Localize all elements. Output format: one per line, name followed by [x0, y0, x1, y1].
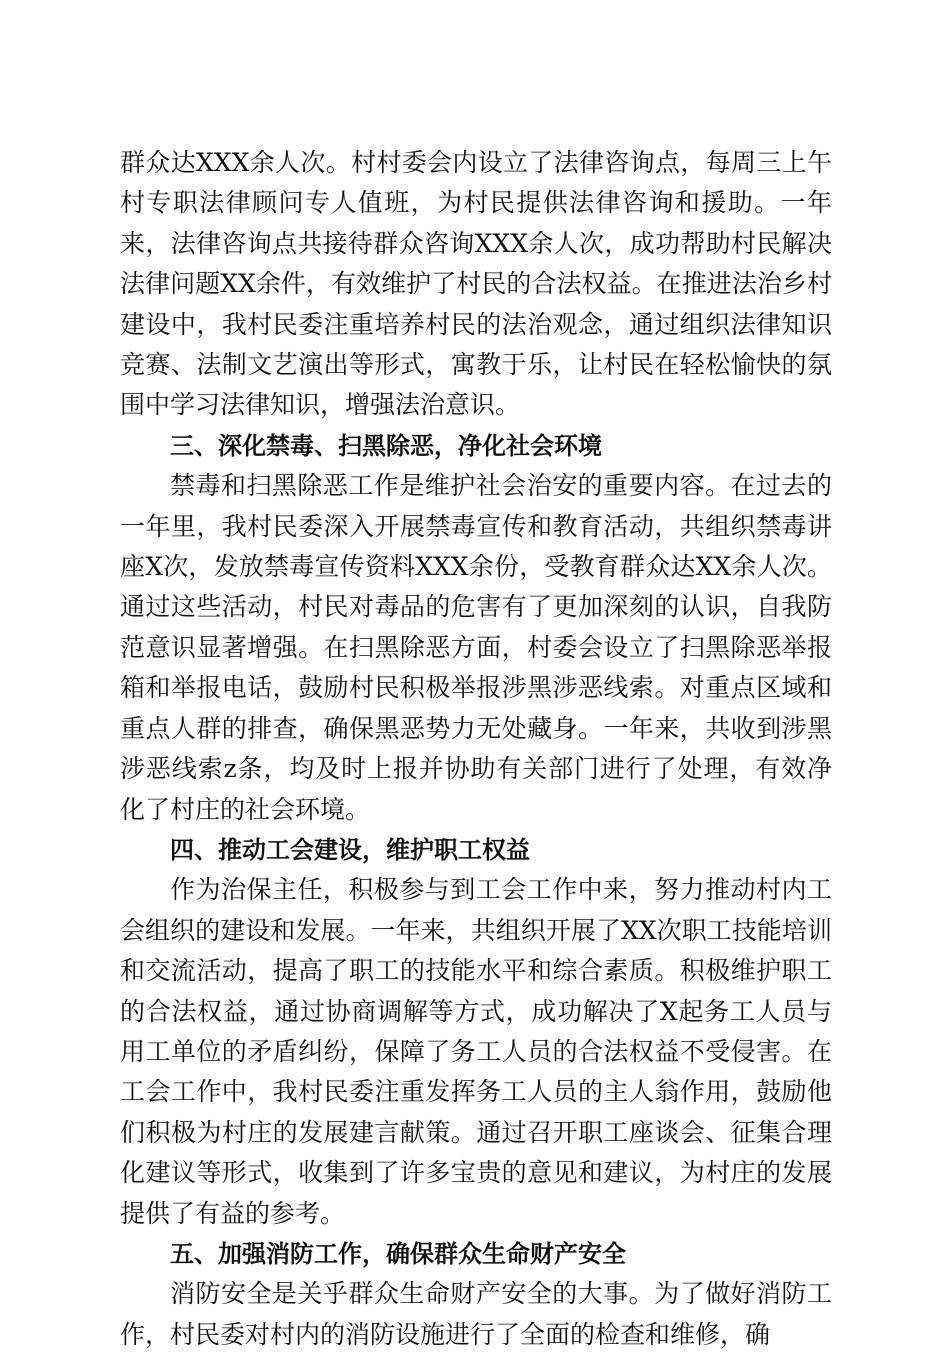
heading-fire-safety: 五、加强消防工作，确保群众生命财产安全	[170, 1239, 626, 1268]
paragraph-legal-consultation: 群众达XXX余人次。村村委会内设立了法律咨询点，每周三上午村专职法律顾问专人值班，为村民提供法律咨询和援助。一年来，法律咨询点共接待群众咨询XXX余人次，成功帮助村民解决法律问题XX余件，有效维护了村民的合法权益。在推进法治乡村建设中，我村民委注重培养村民的法治观念，通过组织法律知识竞赛、法制文艺演出等形式，寓教于乐，让村民在轻松愉快的氛围中学习法律知识，增强法治意识。	[120, 148, 832, 420]
heading-anti-drug-anti-crime: 三、深化禁毒、扫黑除恶，净化社会环境	[170, 431, 602, 460]
document-body	[120, 143, 832, 1355]
paragraph-fire-safety: 消防安全是关乎群众生命财产安全的大事。为了做好消防工作，村民委对村内的消防设施进行了全面的检查和维修，确	[120, 1279, 832, 1349]
paragraph-anti-drug-anti-crime: 禁毒和扫黑除恶工作是维护社会治安的重要内容。在过去的一年里，我村民委深入开展禁毒宣传和教育活动，共组织禁毒讲座X次，发放禁毒宣传资料XXX余份，受教育群众达XX余人次。通过这些活动，村民对毒品的危害有了更加深刻的认识，自我防范意识显著增强。在扫黑除恶方面，村委会设立了扫黑除恶举报箱和举报电话，鼓励村民积极举报涉黑涉恶线索。对重点区域和重点人群的排查，确保黑恶势力无处藏身。一年来，共收到涉黑涉恶线索z条，均及时上报并协助有关部门进行了处理，有效净化了村庄的社会环境。	[120, 471, 832, 824]
paragraph-trade-union: 作为治保主任，积极参与到工会工作中来，努力推动村内工会组织的建设和发展。一年来，共组织开展了XX次职工技能培训和交流活动，提高了职工的技能水平和综合素质。积极维护职工的合法权益，通过协商调解等方式，成功解决了X起务工人员与用工单位的矛盾纠纷，保障了务工人员的合法权益不受侵害。在工会工作中，我村民委注重发挥务工人员的主人翁作用，鼓励他们积极为村庄的发展建言献策。通过召开职工座谈会、征集合理化建议等形式，收集到了许多宝贵的意见和建议，为村庄的发展提供了有益的参考。	[120, 875, 832, 1228]
heading-trade-union: 四、推动工会建设，维护职工权益	[170, 835, 530, 864]
